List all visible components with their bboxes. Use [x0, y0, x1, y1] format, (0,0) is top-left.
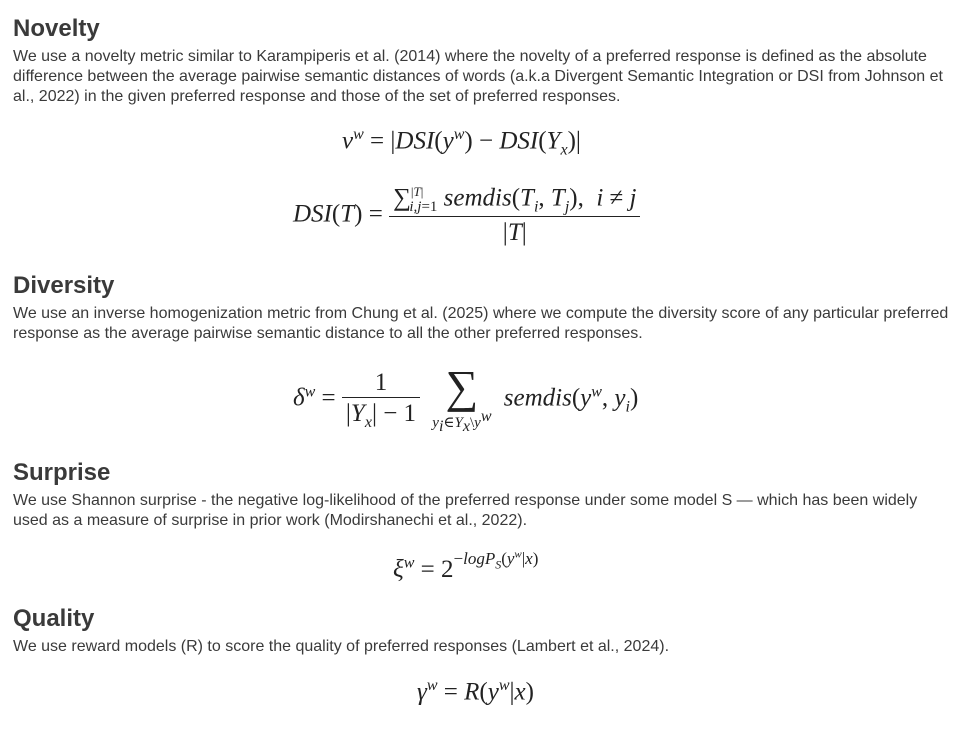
novelty-heading: Novelty — [13, 15, 100, 42]
surprise-equation: $\xi^w = 2^{-logP_S(y^w|x)}$ — [393, 548, 539, 583]
surprise-description: We use Shannon surprise - the negative log-likelihood of the preferred response under some model S — which has been widely used as a measure of surprise in prior work (Modirshanechi et al., 2022). — [13, 492, 918, 529]
novelty-section — [13, 15, 951, 107]
quality-equation: $\gamma^w = R(y^w|x)$ — [417, 677, 534, 706]
diversity-equation: $\delta^w$ = $\frac{1}{|Y_x| - 1}$ ∑ $y_i\in Y_x\backslash y^w$ $semdis(y^w$, $y_i$) — [293, 361, 639, 435]
dsi-equation: DSI(T) = $\frac{\sum^{|T|}_{i,j=1} semdis(T_i, T_j), i \ne j}{|T|}$ — [293, 184, 640, 247]
diversity-description: We use an inverse homogenization metric from Chung et al. (2025) where we compute the diversity score of any particular preferred response as the average pairwise semantic distance to all the other preferred responses. — [13, 305, 949, 342]
novelty-description: We use a novelty metric similar to Karampiperis et al. (2014) where the novelty of a preferred response is defined as the absolute difference between the average pairwise semantic distances of words (a.k.a Divergent Semantic Integration or DSI from Johnson et al., 2022) in the given preferred response and those of the set of preferred responses. — [13, 48, 943, 105]
diversity-heading: Diversity — [13, 272, 115, 299]
surprise-heading: Surprise — [13, 459, 111, 486]
novelty-equation: $\nu^w = |DSI(y^w) - DSI(Y_x)|$ — [342, 126, 581, 159]
quality-description: We use reward models (R) to score the quality of preferred responses (Lambert et al., 2024). — [13, 638, 670, 655]
quality-section — [13, 605, 951, 657]
quality-heading: Quality — [13, 605, 95, 632]
diversity-section — [13, 272, 951, 344]
surprise-section — [13, 459, 951, 531]
